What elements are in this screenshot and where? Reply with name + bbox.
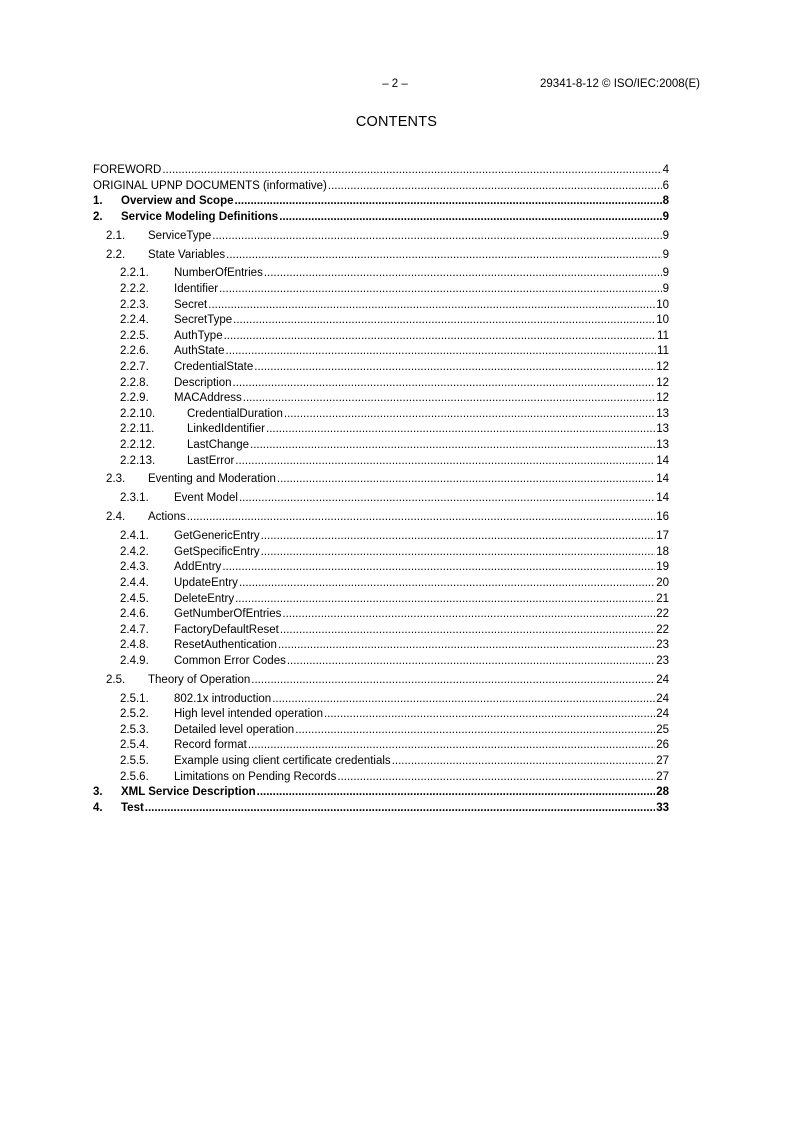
toc-dot-leader [239,576,655,592]
toc-entry-number: 2.4.1. [120,530,149,543]
toc-entry-number: 2.2.6. [120,345,149,358]
toc-dot-leader [337,770,655,786]
toc-entry-title: GetNumberOfEntries [174,608,282,621]
toc-entry-title: Service Modeling Definitions [121,210,279,223]
toc-entry-title: FOREWORD [93,164,162,176]
toc-entry-page: 14 [656,454,669,467]
toc-entry-title: DeleteEntry [174,592,235,605]
toc-dot-leader [266,422,655,438]
toc-entry-page: 27 [656,755,669,768]
toc-entry-number: 2.4.8. [120,639,149,652]
toc-entry-page: 8 [662,195,669,208]
toc-dot-leader [284,407,655,423]
toc-entry-number: 2. [93,210,103,223]
toc-entry-number: 2.2.2. [120,283,149,296]
toc-entry[interactable] [93,376,669,392]
toc-entry[interactable] [93,438,669,454]
toc-entry[interactable] [93,472,669,488]
toc-entry-page: 24 [656,692,669,705]
toc-entry-number: 4. [93,801,103,814]
toc-entry[interactable] [93,229,669,245]
toc-entry-page: 28 [656,786,669,799]
toc-entry-title: NumberOfEntries [174,267,263,280]
toc-dot-leader [222,560,655,576]
toc-entry-page: 13 [656,438,669,451]
toc-entry-number: 2.2.8. [120,376,149,389]
toc-entry-page: 9 [662,210,669,223]
toc-dot-leader [226,344,657,360]
toc-dot-leader [278,638,655,654]
toc-entry[interactable] [93,248,669,264]
toc-entry-title: AuthType [174,329,223,342]
toc-entry-number: 2.4.3. [120,561,149,574]
toc-entry-title: Description [174,376,232,389]
toc-entry-page: 9 [662,248,669,261]
toc-entry[interactable] [93,266,669,282]
toc-entry[interactable] [93,785,669,801]
toc-entry-number: 1. [93,195,103,208]
toc-dot-leader [226,248,661,264]
toc-entry-page: 22 [656,623,669,636]
toc-entry[interactable] [93,282,669,298]
toc-entry[interactable] [93,738,669,754]
toc-entry-title: 802.1x introduction [174,692,272,705]
toc-entry-page: 10 [656,314,669,327]
toc-entry[interactable] [93,163,669,179]
toc-entry[interactable] [93,329,669,345]
toc-entry-title: AuthState [174,345,225,358]
toc-entry[interactable] [93,707,669,723]
toc-entry-title: ORIGINAL UPNP DOCUMENTS (informative) [93,179,327,192]
toc-dot-leader [277,472,655,488]
toc-entry[interactable] [93,344,669,360]
toc-entry-page: 11 [657,345,669,358]
toc-dot-leader [272,692,655,708]
toc-entry-title: GetSpecificEntry [174,545,260,558]
toc-entry-number: 2.2.13. [120,454,156,467]
toc-entry-title: AddEntry [174,561,222,574]
toc-dot-leader [261,545,656,561]
toc-dot-leader [233,376,656,392]
toc-dot-leader [224,329,656,345]
toc-entry[interactable] [93,510,669,526]
toc-entry-page: 13 [656,423,669,436]
toc-entry-title: Limitations on Pending Records [174,770,337,783]
toc-entry[interactable] [93,179,669,195]
toc-entry[interactable] [93,529,669,545]
page-number: – 2 – [382,78,408,90]
toc-dot-leader [287,654,655,670]
toc-entry-title: Secret [174,298,208,311]
toc-dot-leader [295,723,655,739]
toc-entry[interactable] [93,560,669,576]
toc-dot-leader [235,454,655,470]
toc-dot-leader [251,673,655,689]
toc-entry-number: 2.2.9. [120,392,149,405]
toc-entry-number: 2.4.7. [120,623,149,636]
toc-entry[interactable] [93,623,669,639]
toc-entry-page: 24 [656,708,669,721]
toc-entry-page: 23 [656,654,669,667]
toc-entry[interactable] [93,491,669,507]
toc-dot-leader [254,360,655,376]
document-reference: 29341-8-12 © ISO/IEC:2008(E) [540,78,700,90]
toc-dot-leader [248,738,655,754]
toc-entry[interactable] [93,723,669,739]
toc-dot-leader [257,785,656,801]
toc-entry-number: 2.2.12. [120,438,156,451]
toc-entry-number: 2.2.11. [120,423,155,436]
toc-entry[interactable] [93,298,669,314]
toc-entry-title: SecretType [174,314,233,327]
toc-entry[interactable] [93,313,669,329]
toc-entry-number: 2.5. [106,673,126,686]
toc-entry-page: 12 [656,361,669,374]
toc-dot-leader [219,282,661,298]
toc-entry-title: Common Error Codes [174,654,286,667]
toc-dot-leader [233,313,655,329]
toc-entry[interactable] [93,754,669,770]
toc-entry-number: 2.2.10. [120,407,156,420]
toc-entry[interactable] [93,638,669,654]
toc-entry[interactable] [93,801,669,817]
toc-entry[interactable] [93,545,669,561]
toc-entry-number: 2.4.5. [120,592,149,605]
toc-dot-leader [212,229,661,245]
toc-entry-page: 22 [656,608,669,621]
toc-entry[interactable] [93,592,669,608]
toc-entry-title: MACAddress [174,392,242,405]
toc-dot-leader [282,607,655,623]
toc-dot-leader [250,438,655,454]
toc-entry[interactable] [93,391,669,407]
toc-entry-page: 24 [656,673,669,686]
toc-entry-number: 2.2.3. [120,298,149,311]
toc-entry-page: 13 [656,407,669,420]
toc-entry-page: 18 [656,545,669,558]
toc-entry-page: 33 [656,801,669,814]
toc-dot-leader [243,391,655,407]
toc-entry[interactable] [93,407,669,423]
toc-entry-title: Identifier [174,283,219,296]
toc-entry-title: High level intended operation [174,708,323,721]
toc-entry[interactable] [93,692,669,708]
toc-entry-number: 2.3.1. [120,492,149,505]
toc-entry-title: Theory of Operation [148,673,251,686]
toc-entry-page: 21 [656,592,669,605]
toc-entry-number: 2.4.9. [120,654,149,667]
toc-entry[interactable] [93,673,669,689]
toc-entry-title: XML Service Description [121,786,256,799]
toc-entry-title: LastError [187,454,235,467]
toc-entry-title: CredentialDuration [187,407,283,420]
toc-entry-number: 2.4.6. [120,608,149,621]
toc-entry-number: 2.4.2. [120,545,149,558]
toc-dot-leader [162,163,661,179]
toc-entry-title: State Variables [148,248,226,261]
toc-entry[interactable] [93,654,669,670]
toc-entry-page: 4 [662,164,669,176]
toc-dot-leader [264,266,662,282]
toc-entry-page: 9 [662,283,669,296]
toc-entry-title: ServiceType [148,229,212,242]
toc-entry-title: LastChange [187,438,250,451]
toc-entry[interactable] [93,607,669,623]
toc-entry-page: 11 [657,329,669,342]
toc-dot-leader [208,298,655,314]
toc-entry[interactable] [93,770,669,786]
toc-dot-leader [280,623,655,639]
toc-entry-number: 2.5.6. [120,770,149,783]
toc-entry-page: 26 [656,739,669,752]
toc-entry-number: 2.2.5. [120,329,149,342]
toc-entry-number: 2.4. [106,511,126,524]
toc-entry-number: 2.2. [106,248,126,261]
toc-entry-page: 12 [656,376,669,389]
toc-entry-page: 17 [656,530,669,543]
toc-entry-number: 2.5.1. [120,692,149,705]
toc-entry-number: 2.4.4. [120,576,149,589]
toc-entry-page: 6 [662,179,669,192]
toc-entry-title: LinkedIdentifier [187,423,265,436]
toc-dot-leader [235,194,662,210]
toc-entry[interactable] [93,360,669,376]
toc-entry-page: 10 [656,298,669,311]
toc-entry-title: GetGenericEntry [174,530,260,543]
toc-entry-title: FactoryDefaultReset [174,623,279,636]
toc-entry-number: 2.5.4. [120,739,149,752]
toc-entry[interactable] [93,194,669,210]
toc-entry-number: 2.1. [106,229,126,242]
toc-entry-page: 12 [656,392,669,405]
toc-entry-title: UpdateEntry [174,576,238,589]
toc-entry[interactable] [93,454,669,470]
toc-entry-title: Detailed level operation [174,723,295,736]
toc-entry-title: ResetAuthentication [174,639,277,652]
toc-entry-page: 9 [662,267,669,280]
toc-dot-leader [328,179,662,195]
toc-entry-number: 2.2.7. [120,361,149,374]
toc-dot-leader [235,592,655,608]
toc-entry-title: Record format [174,739,247,752]
toc-entry-number: 2.5.5. [120,755,149,768]
toc-entry-page: 19 [656,561,669,574]
toc-entry-title: Eventing and Moderation [148,473,276,486]
contents-title: CONTENTS [355,114,438,130]
toc-entry[interactable] [93,422,669,438]
toc-entry-number: 2.3. [106,473,126,486]
toc-entry-title: Overview and Scope [121,195,234,208]
toc-dot-leader [261,529,656,545]
toc-entry-title: Example using client certificate credentials [174,755,391,768]
toc-entry-number: 2.5.2. [120,708,149,721]
toc-entry-number: 3. [93,786,103,799]
table-of-contents [93,163,669,816]
toc-dot-leader [392,754,656,770]
toc-entry-page: 23 [656,639,669,652]
toc-dot-leader [145,801,655,817]
toc-entry-page: 16 [656,511,669,524]
toc-entry-title: Actions [148,511,186,524]
toc-entry-page: 14 [656,473,669,486]
toc-entry-title: Event Model [174,492,238,505]
toc-entry-page: 27 [656,770,669,783]
toc-entry-title: Test [121,801,144,814]
toc-entry-number: 2.2.1. [120,267,149,280]
toc-entry[interactable] [93,576,669,592]
toc-dot-leader [324,707,655,723]
toc-entry-number: 2.5.3. [120,723,149,736]
toc-dot-leader [239,491,655,507]
toc-dot-leader [187,510,655,526]
toc-entry-page: 9 [662,229,669,242]
toc-entry-page: 25 [656,723,669,736]
toc-entry[interactable] [93,210,669,226]
toc-entry-title: CredentialState [174,361,254,374]
toc-dot-leader [279,210,661,226]
toc-entry-number: 2.2.4. [120,314,149,327]
toc-entry-page: 20 [656,576,669,589]
toc-entry-page: 14 [656,492,669,505]
